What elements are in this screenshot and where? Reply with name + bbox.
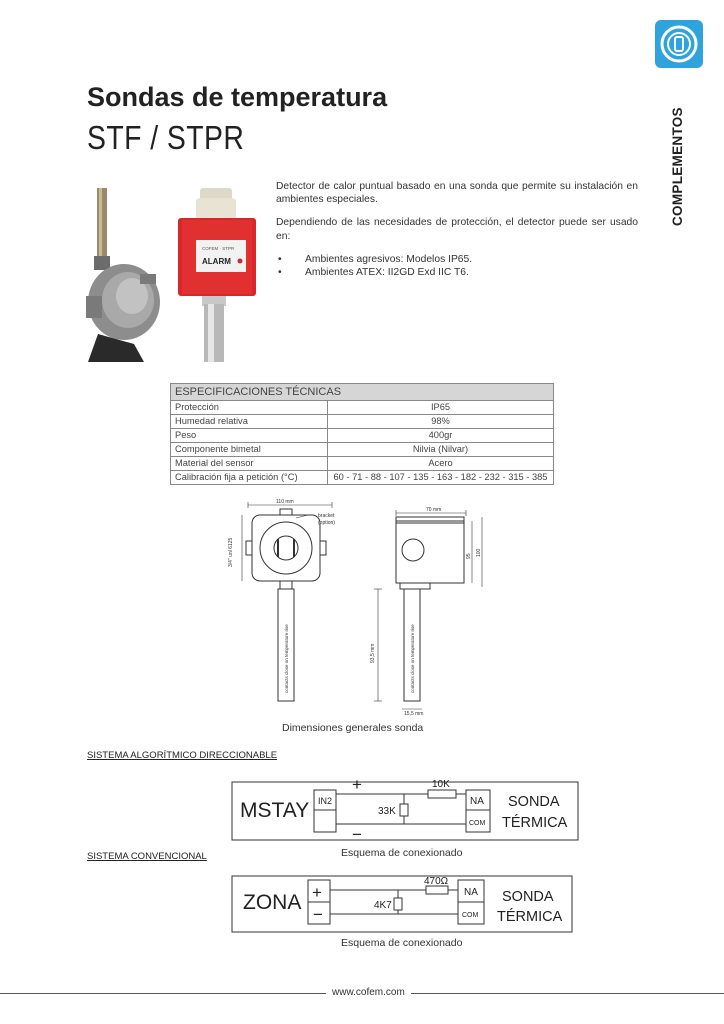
table-row [171,443,554,457]
terminal-com: COM [462,912,479,919]
alarm-label: ALARM [202,257,231,266]
probe-label-line2: TÉRMICA [502,815,568,831]
terminal-com: COM [469,820,486,827]
dim-box-inner: 95 [466,553,472,559]
spec-value: 60 - 71 - 88 - 107 - 135 - 163 - 182 - 232 - 315 - 385 [328,471,554,485]
side-view [374,510,482,709]
minus-sign: − [352,825,362,844]
stpr-probe-photo [178,188,256,362]
product-description [276,180,638,279]
section-side-tab [664,82,694,232]
table-row [171,401,554,415]
system-heading: SISTEMA ALGORÍTMICO DIRECCIONABLE [87,750,278,761]
side-tab-label: COMPLEMENTOS [670,107,685,226]
page-title: Sondas de temperatura [87,82,388,112]
series-resistor-label: 470Ω [424,876,449,887]
wiring-diagram-addressable [228,774,584,844]
dim-probe-length: 93,5 mm [370,643,376,663]
table-row [171,415,554,429]
system-heading: SISTEMA CONVENCIONAL [87,851,207,862]
specs-table [170,383,554,485]
spec-value: 400gr [328,429,554,443]
spec-label: Protección [171,401,328,415]
plus-sign: + [352,775,362,794]
specs-header: ESPECIFICACIONES TÉCNICAS [171,384,554,401]
dim-width-side: 70 mm [426,507,442,513]
stf-probe-photo [86,188,160,362]
terminal-na: NA [464,887,478,898]
terminal-na: NA [470,796,484,807]
svg-text:COFEM · STPR: COFEM · STPR [202,246,235,251]
spec-label: Material del sensor [171,457,328,471]
thread-label: 3/4" unl 6125 [228,537,234,567]
wiring-caption: Esquema de conexionado [341,937,463,949]
table-row [171,429,554,443]
description-paragraph: Detector de calor puntual basado en una sonda que permite su instalación en ambientes especiales. [276,181,638,206]
table-row [171,471,554,485]
bracket-option-label: (option) [318,520,335,526]
spec-label: Humedad relativa [171,415,328,429]
cofem-logo-icon [655,20,703,68]
usage-list [276,253,638,279]
description-paragraph: Dependiendo de las necesidades de protección, el detector puede ser usado en: [276,217,638,242]
list-item: • Ambientes ATEX: II2GD Exd IIC T6. [276,266,638,279]
controller-label: ZONA [243,891,302,914]
input-label: IN2 [318,796,333,806]
spec-value: Nilvia (Nilvar) [328,443,554,457]
spec-label: Calibración fija a petición (°C) [171,471,328,485]
bracket-label: bracket [318,513,335,519]
spec-value: 98% [328,415,554,429]
contacts-label-side: contacts close on temperature rise [410,624,415,693]
wiring-diagram-conventional [228,868,578,936]
probe-label-line1: SONDA [508,794,560,810]
spec-label: Peso [171,429,328,443]
wiring-caption: Esquema de conexionado [341,847,463,859]
dim-width-front: 110 mm [276,499,294,505]
product-photos [84,184,274,370]
spec-value: IP65 [328,401,554,415]
page-subtitle: STF / STPR [87,119,245,156]
list-item: • Ambientes agresivos: Modelos IP65. [276,253,638,266]
spec-value: Acero [328,457,554,471]
controller-label: MSTAY [240,799,310,822]
dim-probe-diameter: 15,5 mm [404,711,424,717]
series-resistor-label: 10K [432,779,450,790]
parallel-resistor-label: 33K [378,806,396,817]
probe-label-line2: TÉRMICA [497,909,563,925]
dimensions-caption: Dimensiones generales sonda [282,722,424,734]
plus-sign: + [312,883,322,902]
parallel-resistor-label: 4K7 [374,900,392,911]
dimension-drawing [220,495,500,717]
dim-box-height: 100 [476,548,482,557]
minus-sign: − [313,905,323,924]
footer-url[interactable]: www.cofem.com [326,987,411,998]
table-header-row [171,384,554,401]
contacts-label: contacts close on temperature rise [284,624,289,693]
spec-label: Componente bimetal [171,443,328,457]
table-row [171,457,554,471]
probe-label-line1: SONDA [502,889,554,905]
